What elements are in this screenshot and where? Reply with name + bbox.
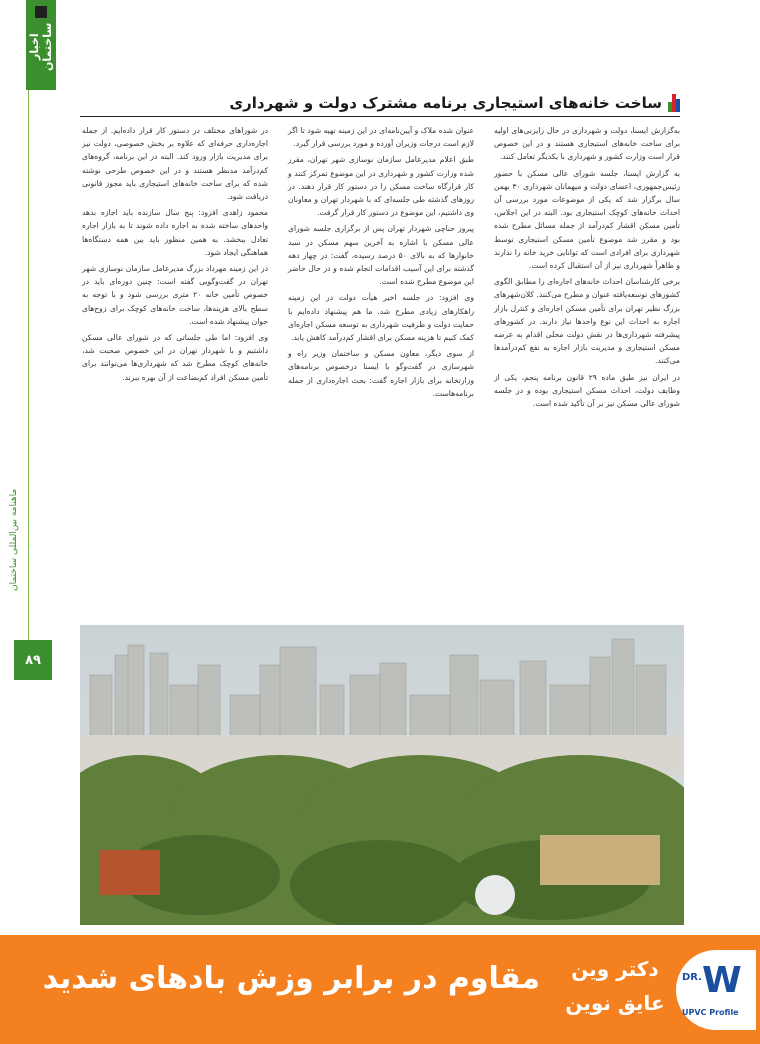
sidebar-rule bbox=[28, 80, 29, 640]
article-paragraph: وی افزود: اما طی جلساتی که در شورای عالی مسکن داشتیم و با شهردار تهران در این خصوص صحبت شد، خانه‌های کوچک مطرح شد که شهرداری‌ها می‌توانند برای تأمین مسکن افراد کم‌بضاعت از آن بهره ببرند. bbox=[82, 333, 268, 382]
article-column-1 bbox=[494, 124, 680, 413]
article-title: ساخت خانه‌های استیجاری برنامه مشترک دولت و شهرداری bbox=[229, 94, 662, 112]
ad-brand-line-2: عایق نوین bbox=[565, 991, 665, 1015]
logo-mark: W bbox=[702, 960, 740, 1001]
article-paragraph: طبق اعلام مدیرعامل سازمان نوسازی شهر تهران، مقرر شده وزارت کشور و شهرداری در این موضوع تمرکز کنند و کار قرارگاه ساخت مسکن را در دستور کار قرار دهند. در روزهای گذشته طی جلسه‌ای که با شهردار تهران و معاونان وی داشتیم، این موضوع در دستور کار قرار گرفت. bbox=[288, 155, 474, 218]
title-divider bbox=[80, 116, 680, 117]
ad-slogan: مقاوم در برابر وزش بادهای شدید bbox=[42, 961, 540, 996]
article-paragraph: عنوان شده ملاک و آیین‌نامه‌ای در این زمینه تهیه شود تا اگر لازم است درجات وزیران آورده و مورد بررسی قرار گیرد. bbox=[288, 126, 474, 149]
ad-brand-line-1: دکتر وین bbox=[571, 957, 659, 981]
article-paragraph: محمود زاهدی افزود: پنج سال سازنده باید اجازه بدهد واحدهای ساخته شده به اجاره داده شوند تا به بازار اجاره تعادل ببخشد. به همین منظور باید بین همه دستگاه‌ها هماهنگی ایجاد شود. bbox=[82, 208, 268, 257]
article-paragraph: از سوی دیگر، معاون مسکن و ساختمان وزیر راه و شهرسازی در گفت‌وگو با ایسنا درخصوص برنامه‌های وزارتخانه برای بازار اجاره گفت: بحث اجاره‌داری از جمله برنامه‌هاست. bbox=[288, 349, 474, 398]
article-paragraph: در ایران نیز طبق ماده ۲۹ قانون برنامه پنجم، یکی از وظایف دولت، احداث مسکن استیجاری بوده و در جلسه شورای عالی مسکن نیز بر آن تأکید شده است. bbox=[494, 372, 680, 409]
article-paragraph: در این زمینه مهرداد بزرگ مدیرعامل سازمان نوسازی شهر تهران در گفت‌وگویی گفته است: چنین دوره‌ای باید در خصوص تأمین خانه ۲۰ متری بررسی شود و با توجه به سطح بالای هزینه‌ها، ساخت خانه‌های کوچک برای زوج‌های جوان پیشنهاد شده است. bbox=[82, 264, 268, 326]
sidebar-vertical-caption: ماهنامه بین‌المللی ساختمان bbox=[9, 488, 19, 592]
city-skyline-photo bbox=[80, 625, 684, 925]
article-column-2 bbox=[288, 124, 474, 403]
section-tab-label: اخبار ساختمان bbox=[28, 22, 54, 72]
article-headline bbox=[229, 92, 680, 114]
buildings-icon bbox=[668, 94, 680, 112]
article-paragraph: پیروز حناچی شهردار تهران پس از برگزاری جلسه شورای عالی مسکن با اشاره به آخرین سهم مسکن در سبد خانوارها که به بالای ۵۰ درصد رسیده، گفت: در چهار دهه گذشته برای این آسیب اقدامات انجام شده و در حال حاضر این موضوع مطرح شده است. bbox=[288, 224, 475, 287]
article-paragraph: برخی کارشناسان احداث خانه‌های اجاره‌ای را مطابق الگوی کشورهای توسعه‌یافته عنوان و مطرح می‌کنند. کلان‌شهرهای بزرگ نظیر تهران برای تأمین مسکن اجاره‌ای و کنترل بازار اجاره به احداث این نوع واحدها نیاز دارند. در کشورهای پیشرفته شهرداری‌ها در نقش دولت محلی اقدام به عرضه مسکن استیجاری و مدیریت بازار اجاره به نفع کم‌درآمدها می‌کنند. bbox=[494, 277, 680, 366]
drwin-logo bbox=[676, 950, 756, 1030]
article-paragraph: وی افزود: در جلسه اخیر هیأت دولت در این زمینه راهکارهای زیادی مطرح شد. ما هم پیشنهاد داده‌ایم با حمایت دولت و ظرفیت شهرداری به توسعه مسکن اجاره‌ای کمک کنیم تا هزینه مسکن برای اقشار کم‌درآمد کاهش یابد. bbox=[288, 293, 474, 343]
article-paragraph: در شوراهای مختلف در دستور کار قرار داده‌ایم. از جمله اجاره‌داری حرفه‌ای که علاوه بر بخش خصوصی، دولت نیز برای مدیریت بازار ورود کند. البته در این برنامه، گروه‌های کم‌درآمد مدنظر هستند و در این خصوص طرحی نوشته شده که برای ساخت خانه‌های استیجاری باید مجوز قانونی دریافت شود. bbox=[82, 126, 268, 202]
logo-prefix: DR. bbox=[682, 972, 702, 983]
sidebar bbox=[0, 0, 30, 1044]
section-tab bbox=[26, 0, 56, 90]
article-paragraph: به گزارش ایسنا، جلسه شورای عالی مسکن با حضور رئیس‌جمهوری، اعضای دولت و میهمانان شهرداری ۳۰ بهمن سال برگزار شد که یکی از موضوعات مورد بررسی آن احداث خانه‌های کوچک استیجاری بود. البته در این اجلاس، تأمین مسکن اقشار کم‌درآمد از جمله مسائل مطرح شده بود و مقرر شد موضوع تأمین مسکن استیجاری توسط شهرداری برای افرادی است که توانایی خرید خانه را ندارند و ظاهراً شهرداری نیز از آن استقبال کرده است. bbox=[494, 168, 680, 271]
article-paragraph: به‌گزارش ایسنا، دولت و شهرداری در حال رایزنی‌های اولیه برای ساخت خانه‌های استیجاری هستند و در این خصوص قرار است وزارت کشور و شهرداری با یکدیگر تعامل کنند. bbox=[494, 126, 680, 162]
logo-subtitle: UPVC Profile bbox=[682, 1008, 739, 1017]
article-column-3 bbox=[82, 124, 268, 387]
page-number: ۸۹ bbox=[14, 640, 52, 680]
advertisement-banner bbox=[0, 935, 760, 1044]
